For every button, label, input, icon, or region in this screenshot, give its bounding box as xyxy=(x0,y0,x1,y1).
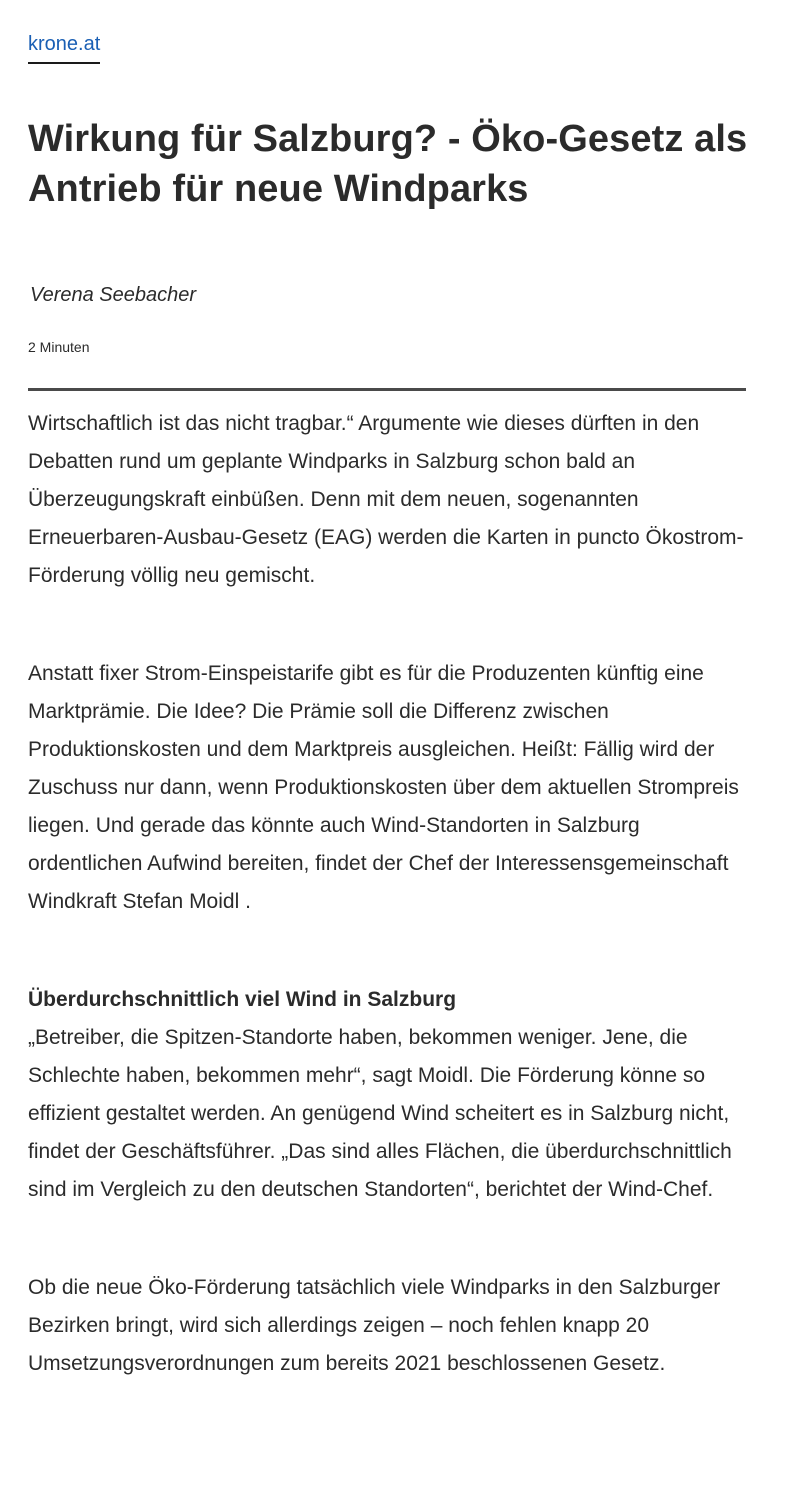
article-title: Wirkung für Salzburg? - Öko-Gesetz als Antrieb für neue Windparks xyxy=(28,118,748,210)
reading-time: 2 Minuten xyxy=(28,339,90,355)
section-subheading: Überdurchschnittlich viel Wind in Salzburg xyxy=(28,988,457,1011)
paragraph-4: Ob die neue Öko-Förderung tatsächlich viele Windparks in den Salzburger Bezirken bringt, wird sich allerdings zeigen – noch fehlen knapp 20 Umsetzungsverordnungen zum bereits 2021 beschlossenen Gesetz. xyxy=(28,1276,721,1375)
header-divider xyxy=(28,388,746,391)
paragraph-2: Anstatt fixer Strom-Einspeistarife gibt es für die Produzenten künftig eine Marktprämie. Die Idee? Die Prämie soll die Differenz zwischen Produktionskosten und dem Marktpreis ausgleichen. Heißt: Fällig wird der Zuschuss nur dann, wenn Produktionskosten über dem aktuellen Strompreis liegen. Und gerade das könnte auch Wind-Standorten in Salzburg ordentlichen Aufwind bereiten, findet der Chef der Interessensgemeinschaft Windkraft Stefan Moidl . xyxy=(28,662,739,913)
article-author: Verena Seebacher xyxy=(30,284,197,306)
paragraph-1: Wirtschaftlich ist das nicht tragbar.“ Argumente wie dieses dürften in den Debatten rund um geplante Windparks in Salzburg schon bald an Überzeugungskraft einbüßen. Denn mit dem neuen, sogenannten Erneuerbaren-Ausbau-Gesetz (EAG) werden die Karten in puncto Ökostrom-Förderung völlig neu gemischt. xyxy=(28,412,744,587)
paragraph-3: „Betreiber, die Spitzen-Standorte haben, bekommen weniger. Jene, die Schlechte haben, bekommen mehr“, sagt Moidl. Die Förderung könne so effizient gestaltet werden. An genügend Wind scheitert es in Salzburg nicht, findet der Geschäftsführer. „Das sind alles Flächen, die überdurchschnittlich sind im Vergleich zu den deutschen Standorten“, berichtet der Wind-Chef. xyxy=(28,1026,732,1201)
source-link[interactable]: krone.at xyxy=(28,32,100,64)
